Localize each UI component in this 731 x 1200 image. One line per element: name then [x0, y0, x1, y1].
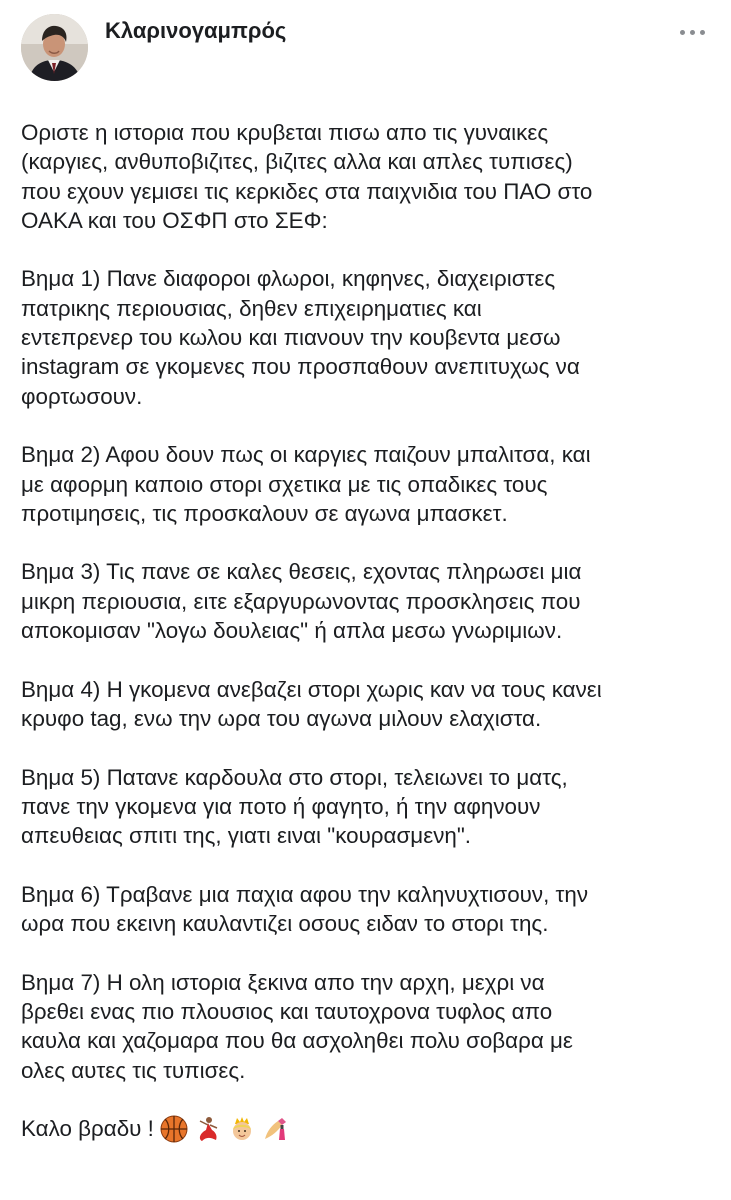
basketball-emoji-icon	[160, 1115, 188, 1143]
post-paragraph-step-3: Βημα 3) Τις πανε σε καλες θεσεις, εχοντας πληρωσει μια μικρη περιουσια, ειτε εξαργυρωνοντας προσκλησεις που αποκομισαν "λογω δουλειας" ή απλα μεσω γνωριμιων.	[21, 559, 582, 644]
post-paragraph-intro: Οριστε η ιστορια που κρυβεται πισω απο τις γυναικες (καργιες, ανθυποβιζιτες, βιζιτες αλλα και απλες τυπισες) που εχουν γεμισει τις κερκιδες στα παιχνιδια του ΠΑΟ στο ΟΑΚΑ και του ΟΣΦΠ στο ΣΕΦ:	[21, 120, 593, 233]
post-paragraph-step-6: Βημα 6) Τραβανε μια παχια αφου την καληνυχτισουν, την ωρα που εκεινη καυλαντιζει οσους ειδαν το στορι της.	[21, 881, 589, 937]
closing-emojis	[160, 1115, 296, 1143]
author-name[interactable]: Κλαρινογαμπρός	[105, 18, 287, 43]
post-paragraph-step-5: Βημα 5) Πατανε καρδουλα στο στορι, τελειωνει το ματς, πανε την γκομενα για ποτο ή φαγητο, ή την αφηνουν απευθειας σπιτι της, γιατι ειναι "κουρασμενη".	[21, 764, 568, 849]
author-avatar[interactable]	[21, 14, 88, 81]
post-paragraph-step-1: Βημα 1) Πανε διαφοροι φλωροι, κηφηνες, διαχειριστες πατρικης περιουσιας, δηθεν επιχειρηματιες και εντεπρενερ του κωλου και πιανουν την κουβεντα μεσω instagram σε γκομενες που προσπαθουν ανεπιτυχως να φορτωσουν.	[21, 266, 580, 409]
nail-polish-emoji-icon	[262, 1115, 290, 1143]
post-text	[21, 118, 717, 1143]
post-closing-line	[21, 1114, 717, 1143]
dancer-emoji-icon	[194, 1115, 222, 1143]
closing-text: Καλο βραδυ !	[21, 1116, 154, 1142]
post-paragraph-step-4: Βημα 4) Η γκομενα ανεβαζει στορι χωρις καν να τους κανει κρυφο tag, ενω την ωρα του αγωνα μιλουν ελαχιστα.	[21, 676, 602, 731]
post-paragraph-step-7: Βημα 7) Η ολη ιστορια ξεκινα απο την αρχη, μεχρι να βρεθει ενας πιο πλουσιος και ταυτοχρονα τυφλος απο καυλα και χαζομαρα που θα ασχοληθει πολυ σοβαρα με ολες αυτες τις τυπισες.	[21, 969, 573, 1083]
post-header	[0, 0, 731, 100]
more-options-icon[interactable]	[676, 22, 710, 42]
avatar-portrait-icon	[21, 14, 88, 81]
princess-emoji-icon	[228, 1115, 256, 1143]
post-paragraph-step-2: Βημα 2) Αφου δουν πως οι καργιες παιζουν μπαλιτσα, και με αφορμη καποιο στορι σχετικα με τις οπαδικες τους προτιμησεις, τις προσκαλουν σε αγωνα μπασκετ.	[21, 442, 591, 526]
